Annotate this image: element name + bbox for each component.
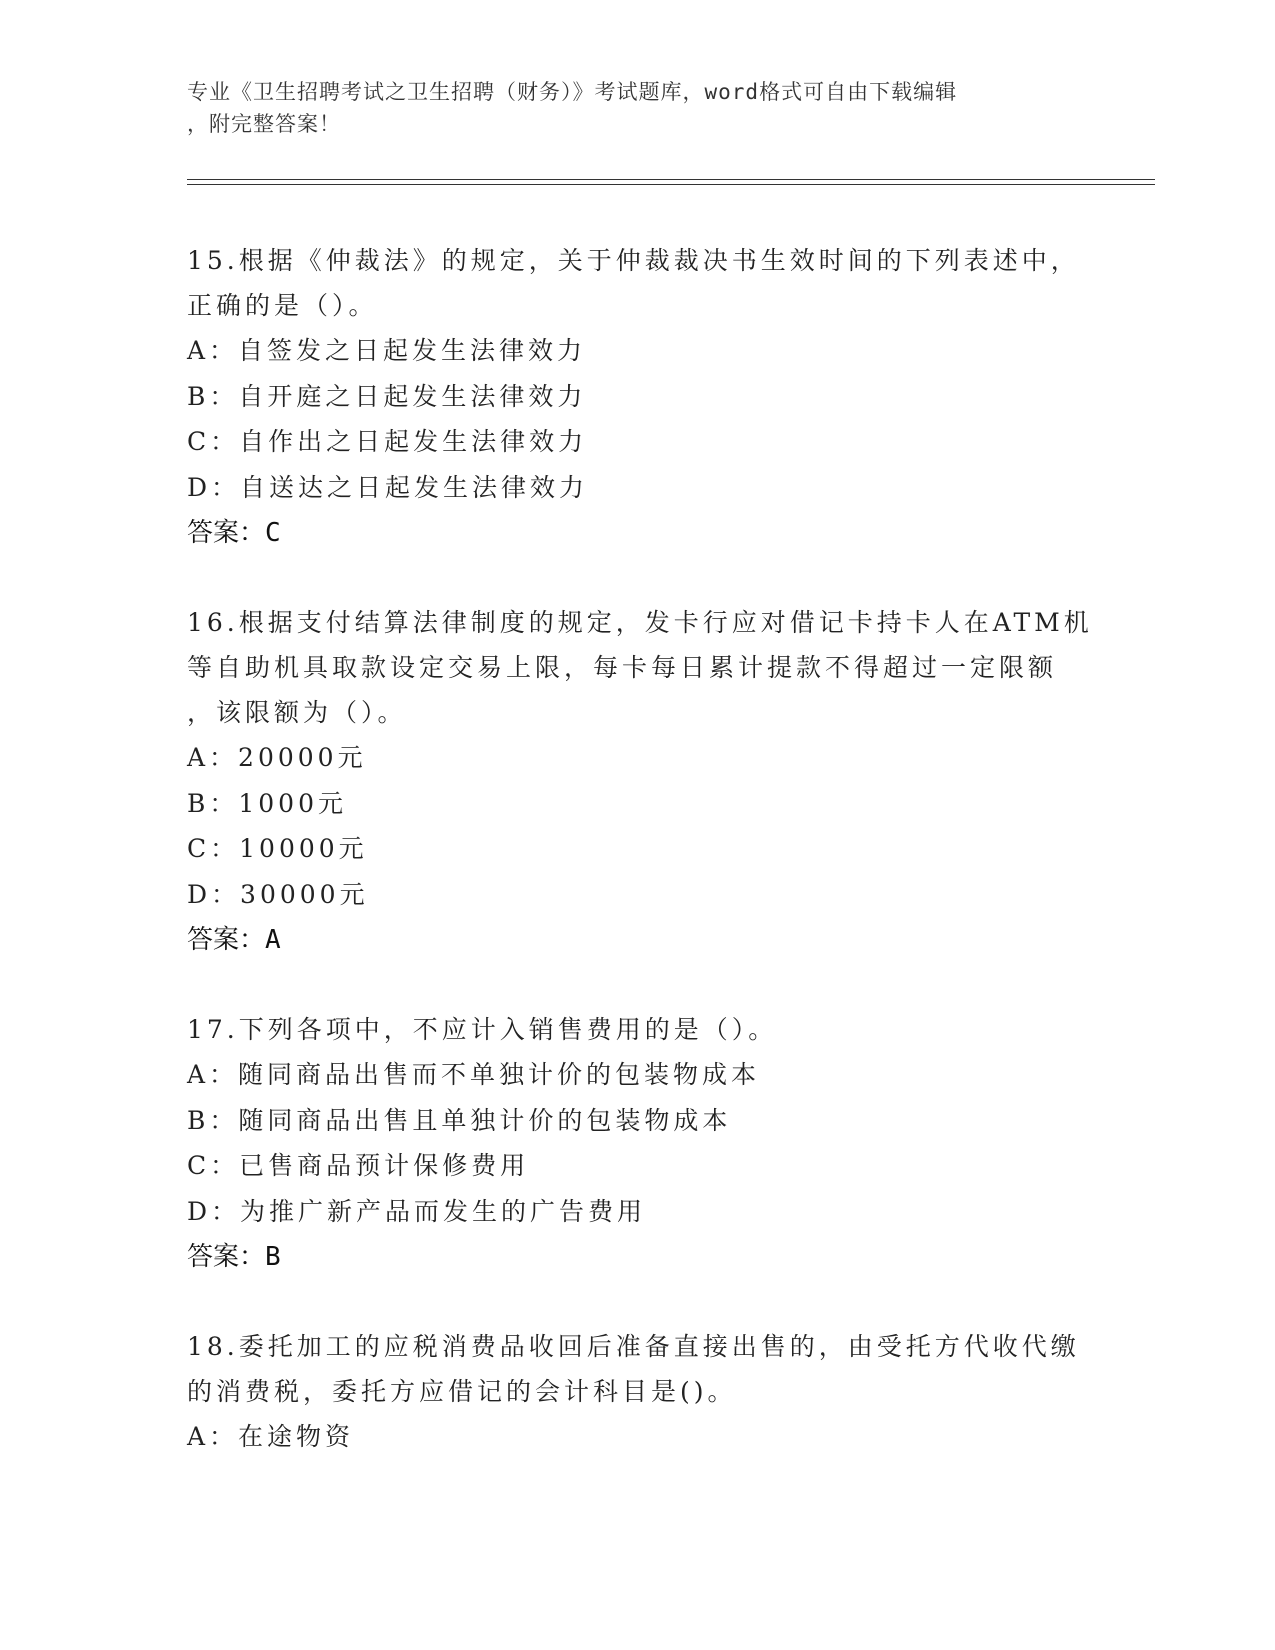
option-d: D：自送达之日起发生法律效力 — [187, 472, 589, 502]
question-15 — [187, 238, 1107, 556]
header-line: 专业《卫生招聘考试之卫生招聘（财务）》考试题库，word格式可自由下载编辑 — [187, 80, 958, 104]
option-c: C：已售商品预计保修费用 — [187, 1151, 530, 1180]
option-c: C：10000元 — [187, 834, 368, 863]
answer-label: 答案：C — [187, 518, 281, 548]
option-b: B：随同商品出售且单独计价的包装物成本 — [187, 1105, 732, 1135]
option-b: B：1000元 — [187, 788, 347, 818]
document-header — [187, 76, 1067, 140]
question-text: 的消费税，委托方应借记的会计科目是()。 — [187, 1377, 737, 1406]
question-18 — [187, 1324, 1107, 1460]
option-a: A：20000元 — [187, 743, 367, 772]
header-line: ，附完整答案！ — [187, 112, 341, 136]
question-list — [187, 238, 1107, 1504]
question-text: 等自助机具取款设定交易上限，每卡每日累计提款不得超过一定限额 — [187, 653, 1058, 682]
option-b: B：自开庭之日起发生法律效力 — [187, 381, 587, 411]
question-text: 18.委托加工的应税消费品收回后准备直接出售的，由受托方代收代缴 — [187, 1332, 1080, 1361]
answer-label: 答案：B — [187, 1242, 281, 1272]
option-a: A：在途物资 — [187, 1422, 355, 1451]
option-a: A：自签发之日起发生法律效力 — [187, 336, 587, 365]
question-text: 15.根据《仲裁法》的规定，关于仲裁裁决书生效时间的下列表述中， — [187, 246, 1080, 275]
option-d: D：30000元 — [187, 879, 369, 909]
question-16 — [187, 600, 1107, 963]
question-17 — [187, 1007, 1107, 1280]
option-a: A：随同商品出售而不单独计价的包装物成本 — [187, 1060, 761, 1089]
option-c: C：自作出之日起发生法律效力 — [187, 427, 588, 456]
header-divider-top — [187, 179, 1155, 180]
question-text: 16.根据支付结算法律制度的规定，发卡行应对借记卡持卡人在ATM机 — [187, 608, 1093, 637]
header-divider-bottom — [187, 184, 1155, 185]
question-text: ，该限额为（）。 — [187, 698, 407, 727]
answer-label: 答案：A — [187, 925, 281, 955]
question-text: 正确的是（）。 — [187, 291, 378, 320]
question-text: 17.下列各项中，不应计入销售费用的是（）。 — [187, 1015, 778, 1044]
option-d: D：为推广新产品而发生的广告费用 — [187, 1196, 647, 1226]
